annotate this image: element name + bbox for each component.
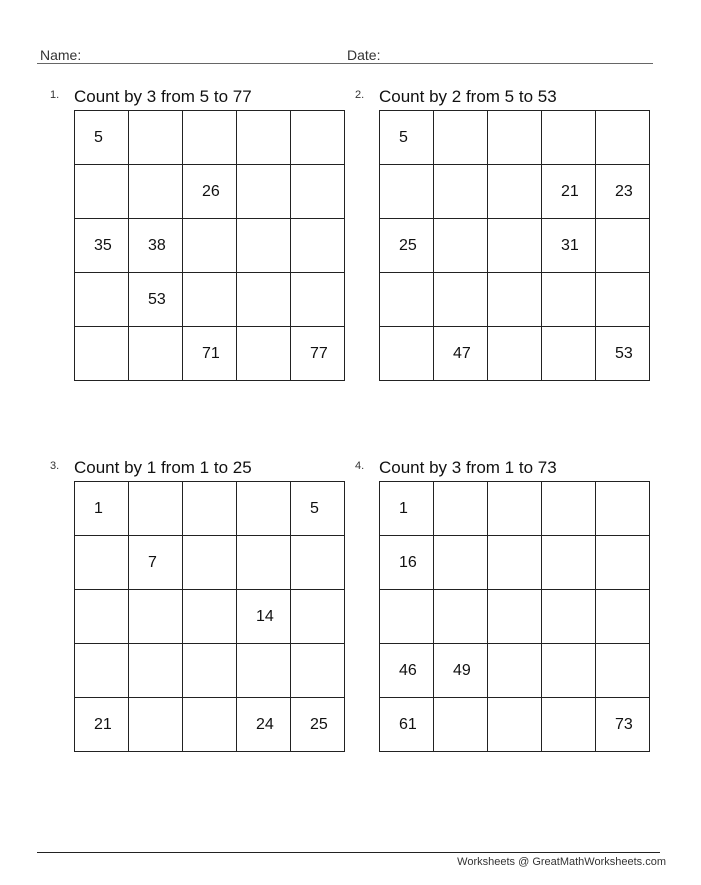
problem-title: Count by 3 from 1 to 73 <box>379 458 557 477</box>
grid-cell[interactable] <box>183 482 237 536</box>
grid-cell[interactable] <box>237 165 291 219</box>
grid-cell[interactable] <box>183 644 237 698</box>
grid-cell: 46 <box>380 644 434 698</box>
grid-cell[interactable] <box>291 219 345 273</box>
grid-cell[interactable] <box>237 482 291 536</box>
grid-cell[interactable] <box>434 482 488 536</box>
problem-title: Count by 3 from 5 to 77 <box>74 87 252 106</box>
grid-cell: 5 <box>380 111 434 165</box>
problem-title: Count by 2 from 5 to 53 <box>379 87 557 106</box>
grid-cell[interactable] <box>434 536 488 590</box>
grid-cell[interactable] <box>237 111 291 165</box>
grid-cell[interactable] <box>129 590 183 644</box>
grid-cell[interactable] <box>129 644 183 698</box>
grid-cell[interactable] <box>488 327 542 381</box>
grid-cell[interactable] <box>542 273 596 327</box>
grid-cell[interactable] <box>75 590 129 644</box>
grid-cell[interactable] <box>183 111 237 165</box>
grid-cell: 71 <box>183 327 237 381</box>
grid-cell[interactable] <box>183 536 237 590</box>
grid-cell[interactable] <box>237 536 291 590</box>
grid-cell[interactable] <box>596 536 650 590</box>
grid-cell[interactable] <box>237 644 291 698</box>
grid-cell[interactable] <box>488 644 542 698</box>
grid-cell[interactable] <box>129 482 183 536</box>
grid-cell[interactable] <box>542 327 596 381</box>
grid-cell: 26 <box>183 165 237 219</box>
grid-cell[interactable] <box>596 644 650 698</box>
grid-cell[interactable] <box>380 165 434 219</box>
grid-cell: 35 <box>75 219 129 273</box>
grid-cell: 1 <box>75 482 129 536</box>
grid-cell[interactable] <box>291 111 345 165</box>
grid-cell: 73 <box>596 698 650 752</box>
grid-cell[interactable] <box>291 590 345 644</box>
footer-credit: Worksheets @ GreatMathWorksheets.com <box>457 856 666 868</box>
grid-cell[interactable] <box>380 327 434 381</box>
grid-cell: 47 <box>434 327 488 381</box>
grid-cell[interactable] <box>129 111 183 165</box>
grid-cell[interactable] <box>488 536 542 590</box>
grid-cell[interactable] <box>237 219 291 273</box>
grid-cell[interactable] <box>237 273 291 327</box>
grid-cell: 5 <box>291 482 345 536</box>
grid-cell[interactable] <box>75 536 129 590</box>
grid-cell[interactable] <box>434 273 488 327</box>
grid-cell[interactable] <box>542 482 596 536</box>
grid-cell[interactable] <box>596 111 650 165</box>
grid-cell[interactable] <box>488 698 542 752</box>
grid-cell[interactable] <box>75 165 129 219</box>
grid-cell[interactable] <box>596 482 650 536</box>
grid-cell[interactable] <box>380 590 434 644</box>
grid-cell[interactable] <box>129 165 183 219</box>
number-grid <box>379 110 650 381</box>
date-label: Date: <box>347 47 381 63</box>
grid-cell[interactable] <box>129 698 183 752</box>
grid-cell: 61 <box>380 698 434 752</box>
grid-cell[interactable] <box>542 590 596 644</box>
problem-number: 3. <box>50 460 60 472</box>
problem-number: 4. <box>355 460 365 472</box>
grid-cell: 25 <box>291 698 345 752</box>
grid-cell[interactable] <box>183 590 237 644</box>
grid-cell[interactable] <box>183 698 237 752</box>
grid-cell[interactable] <box>542 644 596 698</box>
grid-cell[interactable] <box>183 273 237 327</box>
grid-cell[interactable] <box>596 219 650 273</box>
grid-cell[interactable] <box>75 644 129 698</box>
number-grid <box>379 481 650 752</box>
grid-cell[interactable] <box>291 644 345 698</box>
grid-cell: 77 <box>291 327 345 381</box>
grid-cell[interactable] <box>488 111 542 165</box>
grid-cell: 5 <box>75 111 129 165</box>
grid-cell: 49 <box>434 644 488 698</box>
grid-cell[interactable] <box>596 273 650 327</box>
grid-cell[interactable] <box>183 219 237 273</box>
grid-cell[interactable] <box>434 111 488 165</box>
grid-cell: 24 <box>237 698 291 752</box>
number-grid <box>74 110 345 381</box>
grid-cell: 25 <box>380 219 434 273</box>
header-divider <box>37 63 653 64</box>
grid-cell: 53 <box>596 327 650 381</box>
grid-cell[interactable] <box>434 219 488 273</box>
grid-cell[interactable] <box>488 273 542 327</box>
grid-cell[interactable] <box>434 698 488 752</box>
number-grid <box>74 481 345 752</box>
problem-title: Count by 1 from 1 to 25 <box>74 458 252 477</box>
grid-cell: 38 <box>129 219 183 273</box>
grid-cell[interactable] <box>75 327 129 381</box>
grid-cell: 16 <box>380 536 434 590</box>
grid-cell[interactable] <box>488 219 542 273</box>
grid-cell[interactable] <box>434 165 488 219</box>
grid-cell[interactable] <box>542 111 596 165</box>
grid-cell[interactable] <box>75 273 129 327</box>
grid-cell[interactable] <box>291 165 345 219</box>
grid-cell[interactable] <box>129 327 183 381</box>
problem-number: 2. <box>355 89 365 101</box>
grid-cell[interactable] <box>488 590 542 644</box>
grid-cell: 1 <box>380 482 434 536</box>
grid-cell[interactable] <box>542 536 596 590</box>
grid-cell[interactable] <box>291 536 345 590</box>
grid-cell[interactable] <box>380 273 434 327</box>
grid-cell[interactable] <box>434 590 488 644</box>
grid-cell: 21 <box>542 165 596 219</box>
grid-cell[interactable] <box>488 165 542 219</box>
grid-cell[interactable] <box>291 273 345 327</box>
grid-cell[interactable] <box>596 590 650 644</box>
name-label: Name: <box>40 47 82 63</box>
grid-cell[interactable] <box>542 698 596 752</box>
grid-cell: 23 <box>596 165 650 219</box>
grid-cell: 21 <box>75 698 129 752</box>
grid-cell[interactable] <box>488 482 542 536</box>
grid-cell: 14 <box>237 590 291 644</box>
problem-number: 1. <box>50 89 60 101</box>
grid-cell: 53 <box>129 273 183 327</box>
grid-cell: 7 <box>129 536 183 590</box>
footer-divider <box>37 852 660 853</box>
grid-cell: 31 <box>542 219 596 273</box>
grid-cell[interactable] <box>237 327 291 381</box>
